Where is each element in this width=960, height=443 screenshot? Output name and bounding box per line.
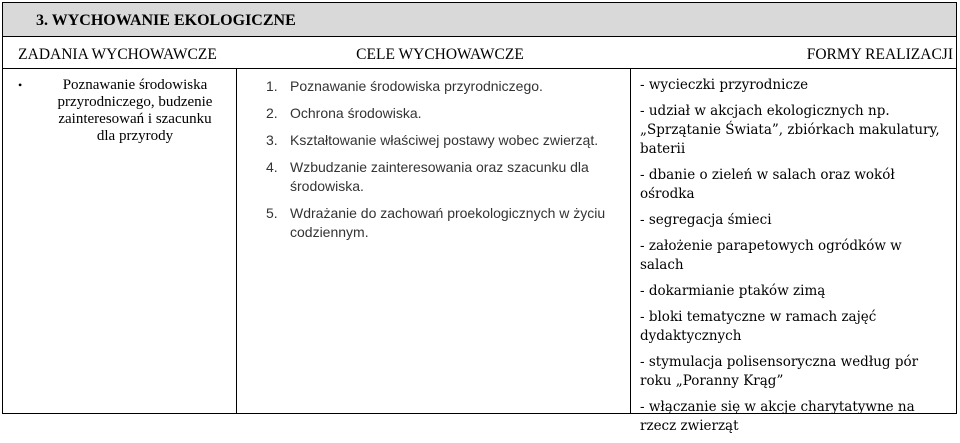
goal-text: Poznawanie środowiska przyrodniczego.: [290, 78, 543, 94]
goal-text: Wdrażanie do zachowań proekologicznych w życiu codziennym.: [290, 205, 606, 240]
goal-text: Kształtowanie właściwej postawy wobec zwierząt.: [290, 132, 599, 148]
form-item: - udział w akcjach ekologicznych np. „Sprzątanie Świata”, zbiórkach makulatury, baterii: [640, 103, 940, 157]
goal-item: [266, 158, 621, 196]
form-item: - dbanie o zieleń w salach oraz wokół ośrodka: [640, 167, 895, 202]
form-item: - segregacja śmieci: [640, 212, 772, 228]
goal-number: 5.: [266, 205, 278, 221]
goal-text: Wzbudzanie zainteresowania oraz szacunku dla środowiska.: [290, 159, 589, 194]
forms-cell: [640, 76, 948, 443]
column-divider-1: [236, 69, 237, 413]
goal-item: [266, 104, 621, 123]
goal-item: [266, 204, 621, 242]
goal-number: 3.: [266, 132, 278, 148]
section-title: 3. WYCHOWANIE EKOLOGICZNE: [36, 12, 296, 29]
form-item: - wycieczki przyrodnicze: [640, 77, 809, 93]
header-row: [3, 37, 956, 69]
bullet-icon: •: [18, 78, 23, 92]
form-item: - dokarmianie ptaków zimą: [640, 283, 826, 299]
goal-item: [266, 77, 621, 96]
goal-number: 1.: [266, 78, 278, 94]
form-item: - włączanie się w akcje charytatywne na rzecz zwierząt: [640, 399, 915, 434]
goals-cell: [266, 77, 621, 250]
task-text: Poznawanie środowiska przyrodniczego, budzenie zainteresowań i szacunku dla przyrody: [57, 77, 213, 144]
form-item: - założenie parapetowych ogródków w salach: [640, 238, 902, 273]
header-forms: FORMY REALIZACJI: [806, 46, 953, 63]
goal-number: 2.: [266, 105, 278, 121]
goal-number: 4.: [266, 159, 278, 175]
goal-item: [266, 131, 621, 150]
goal-text: Ochrona środowiska.: [290, 105, 422, 121]
section-title-row: [3, 3, 956, 37]
header-goals: CELE WYCHOWAWCZE: [356, 46, 524, 63]
form-item: - stymulacja polisensoryczna według pór roku „Poranny Krąg”: [640, 354, 919, 389]
form-item: - bloki tematyczne w ramach zajęć dydaktycznych: [640, 309, 877, 344]
header-tasks: ZADANIA WYCHOWAWCZE: [18, 46, 217, 63]
column-divider-2: [630, 69, 631, 413]
